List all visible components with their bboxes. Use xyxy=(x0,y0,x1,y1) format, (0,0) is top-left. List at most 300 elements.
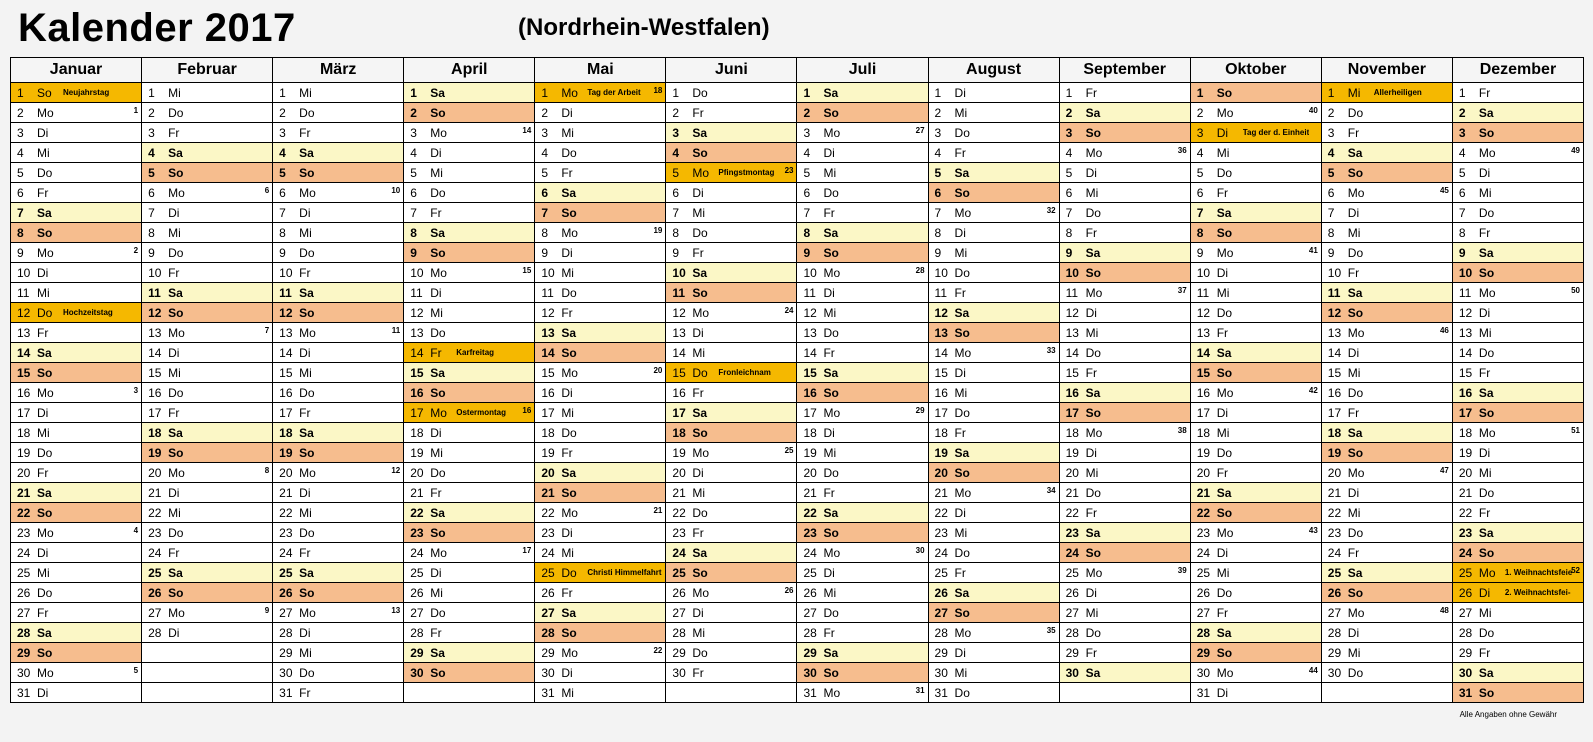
day-number: 15 xyxy=(672,366,686,380)
day-cell xyxy=(1190,283,1321,303)
day-cell xyxy=(1321,603,1452,623)
day-cell xyxy=(11,323,142,343)
day-number: 13 xyxy=(1196,326,1211,340)
weekday: Di xyxy=(168,486,180,500)
weekday: Mi xyxy=(692,346,706,360)
day-number: 27 xyxy=(1065,606,1079,620)
day-number: 27 xyxy=(803,606,817,620)
day-cell xyxy=(11,563,142,583)
day-number: 29 xyxy=(1458,646,1473,660)
day-number: 31 xyxy=(1196,686,1211,700)
day-cell xyxy=(1190,263,1321,283)
weekday: Sa xyxy=(430,226,445,240)
weekday: Fr xyxy=(1216,186,1229,200)
weekday: Fr xyxy=(1216,606,1229,620)
table-row xyxy=(11,423,1584,443)
day-number: 16 xyxy=(1327,386,1342,400)
day-cell xyxy=(535,463,666,483)
day-cell xyxy=(404,403,535,423)
day-number: 4 xyxy=(148,146,155,160)
weekday: Fr xyxy=(561,446,573,460)
day-number: 20 xyxy=(410,466,424,480)
day-number: 28 xyxy=(672,626,686,640)
weekday: Di xyxy=(561,526,573,540)
weekday: Do xyxy=(823,326,839,340)
day-cell xyxy=(1321,263,1452,283)
day-cell xyxy=(1452,183,1583,203)
day-number: 18 xyxy=(17,426,31,440)
day-cell xyxy=(1321,403,1452,423)
day-number: 24 xyxy=(934,546,948,560)
weekday: So xyxy=(1347,586,1364,600)
day-cell xyxy=(11,583,142,603)
page-title: Kalender 2017 xyxy=(18,6,296,50)
weekday: Fr xyxy=(1478,86,1491,100)
weekday: So xyxy=(37,646,53,660)
day-cell xyxy=(1452,543,1583,563)
weekday: Mi xyxy=(1216,566,1230,580)
day-cell xyxy=(142,523,273,543)
day-cell xyxy=(273,263,404,283)
day-number: 25 xyxy=(279,566,293,580)
week-number: 21 xyxy=(653,506,663,515)
weekday: Mo xyxy=(299,466,316,480)
day-cell xyxy=(1452,143,1583,163)
day-number: 21 xyxy=(279,486,293,500)
day-cell xyxy=(535,243,666,263)
day-number: 25 xyxy=(541,566,555,580)
day-cell xyxy=(1321,443,1452,463)
holiday-name: 1. Weihnachtsfeie xyxy=(1504,568,1573,577)
day-number: 21 xyxy=(1327,486,1342,500)
day-number: 21 xyxy=(803,486,817,500)
day-cell xyxy=(404,623,535,643)
day-cell xyxy=(535,163,666,183)
day-number: 15 xyxy=(279,366,293,380)
weekday: Do xyxy=(299,246,315,260)
day-number: 7 xyxy=(541,206,548,220)
weekday: Do xyxy=(430,186,446,200)
day-cell xyxy=(666,543,797,563)
weekday: Fr xyxy=(1478,366,1491,380)
holiday-name: Allerheiligen xyxy=(1373,88,1422,97)
weekday: So xyxy=(823,246,839,260)
weekday: Do xyxy=(430,326,446,340)
day-number: 30 xyxy=(1065,666,1079,680)
day-cell xyxy=(928,543,1059,563)
weekday: So xyxy=(561,206,577,220)
empty-cell xyxy=(666,683,797,703)
day-number: 20 xyxy=(1065,466,1079,480)
day-number: 15 xyxy=(1065,366,1079,380)
day-cell xyxy=(404,583,535,603)
week-number: 52 xyxy=(1571,566,1580,575)
weekday: So xyxy=(299,586,315,600)
day-number: 23 xyxy=(1458,526,1473,540)
week-number: 8 xyxy=(264,466,270,475)
week-number: 25 xyxy=(784,446,794,455)
day-cell xyxy=(666,623,797,643)
weekday: Sa xyxy=(430,86,445,100)
day-number: 26 xyxy=(148,586,162,600)
day-cell xyxy=(1321,563,1452,583)
day-number: 21 xyxy=(541,486,555,500)
day-cell xyxy=(1452,443,1583,463)
weekday: Do xyxy=(692,366,708,380)
day-number: 9 xyxy=(279,246,286,260)
day-cell xyxy=(666,403,797,423)
month-header-10: November xyxy=(1321,58,1452,83)
weekday: Mi xyxy=(1478,326,1492,340)
day-number: 25 xyxy=(1065,566,1079,580)
weekday: Fr xyxy=(692,106,704,120)
day-cell xyxy=(273,343,404,363)
weekday: So xyxy=(954,326,970,340)
day-cell xyxy=(273,623,404,643)
day-cell xyxy=(928,423,1059,443)
weekday: Mo xyxy=(561,226,578,240)
weekday: Sa xyxy=(1478,106,1494,120)
day-number: 16 xyxy=(541,386,555,400)
weekday: Sa xyxy=(430,646,445,660)
weekday: Fr xyxy=(168,546,180,560)
weekday: Mi xyxy=(430,586,443,600)
day-cell xyxy=(404,563,535,583)
weekday: Mo xyxy=(1216,526,1234,540)
table-row xyxy=(11,383,1584,403)
weekday: Mo xyxy=(1085,286,1103,300)
day-cell xyxy=(797,123,928,143)
weekday: Mo xyxy=(561,646,578,660)
weekday: Di xyxy=(692,606,704,620)
weekday: Do xyxy=(954,686,970,700)
day-number: 12 xyxy=(1065,306,1079,320)
day-number: 4 xyxy=(1458,146,1466,160)
day-cell xyxy=(1190,103,1321,123)
day-cell xyxy=(1059,263,1190,283)
weekday: Mi xyxy=(168,366,181,380)
weekday: Do xyxy=(37,586,53,600)
day-cell xyxy=(928,143,1059,163)
weekday: Fr xyxy=(430,346,442,360)
day-number: 23 xyxy=(410,526,424,540)
weekday: Do xyxy=(692,646,708,660)
day-number: 18 xyxy=(410,426,424,440)
week-number: 38 xyxy=(1177,426,1187,435)
day-number: 14 xyxy=(803,346,817,360)
weekday: So xyxy=(299,446,315,460)
day-number: 13 xyxy=(17,326,31,340)
weekday: Mi xyxy=(692,206,706,220)
day-cell xyxy=(1321,583,1452,603)
day-cell xyxy=(666,263,797,283)
table-row xyxy=(11,623,1584,643)
day-number: 11 xyxy=(410,286,423,300)
day-number: 24 xyxy=(1458,546,1473,560)
weekday: Mi xyxy=(561,266,574,280)
day-number: 27 xyxy=(934,606,948,620)
day-number: 4 xyxy=(1327,146,1335,160)
day-number: 1 xyxy=(1196,86,1204,100)
day-number: 6 xyxy=(672,186,680,200)
day-cell xyxy=(928,243,1059,263)
day-number: 29 xyxy=(803,646,817,660)
weekday: Sa xyxy=(37,626,52,640)
day-cell xyxy=(1059,303,1190,323)
day-number: 20 xyxy=(934,466,948,480)
weekday: Do xyxy=(1347,666,1364,680)
day-cell xyxy=(1190,603,1321,623)
week-number: 29 xyxy=(915,406,925,415)
table-row xyxy=(11,503,1584,523)
weekday: Do xyxy=(168,386,184,400)
day-cell xyxy=(666,323,797,343)
day-cell xyxy=(1452,103,1583,123)
weekday: Sa xyxy=(299,566,314,580)
weekday: So xyxy=(692,146,708,160)
day-cell xyxy=(928,103,1059,123)
day-cell xyxy=(535,603,666,623)
weekday: Fr xyxy=(1347,266,1360,280)
day-number: 24 xyxy=(672,546,686,560)
weekday: Do xyxy=(1085,346,1101,360)
day-cell xyxy=(928,463,1059,483)
weekday: Sa xyxy=(1478,666,1494,680)
day-number: 2 xyxy=(410,106,417,120)
day-cell xyxy=(273,123,404,143)
week-number: 51 xyxy=(1571,426,1580,435)
day-cell xyxy=(535,663,666,683)
day-cell xyxy=(1321,343,1452,363)
day-number: 22 xyxy=(934,506,948,520)
weekday: Di xyxy=(1478,306,1491,320)
day-cell xyxy=(1190,203,1321,223)
day-cell xyxy=(928,383,1059,403)
table-row xyxy=(11,223,1584,243)
day-cell xyxy=(142,103,273,123)
day-cell xyxy=(404,383,535,403)
day-cell xyxy=(142,443,273,463)
week-number: 23 xyxy=(784,166,794,175)
day-number: 26 xyxy=(1196,586,1211,600)
day-cell xyxy=(404,523,535,543)
day-number: 12 xyxy=(803,306,817,320)
day-cell xyxy=(928,223,1059,243)
weekday: Mo xyxy=(168,606,185,620)
week-number: 15 xyxy=(522,266,532,275)
weekday: Sa xyxy=(299,426,314,440)
weekday: Mo xyxy=(168,466,185,480)
weekday: Fr xyxy=(1085,646,1097,660)
weekday: Do xyxy=(430,466,446,480)
day-cell xyxy=(1452,483,1583,503)
day-number: 14 xyxy=(1327,346,1342,360)
weekday: Mi xyxy=(561,546,574,560)
day-number: 18 xyxy=(541,426,555,440)
day-number: 1 xyxy=(541,86,548,100)
day-number: 23 xyxy=(672,526,686,540)
day-number: 19 xyxy=(1327,446,1342,460)
day-cell xyxy=(11,643,142,663)
day-number: 11 xyxy=(279,286,292,300)
day-number: 19 xyxy=(410,446,424,460)
day-number: 17 xyxy=(541,406,555,420)
table-row xyxy=(11,283,1584,303)
disclaimer: Alle Angaben ohne Gewähr xyxy=(1459,710,1557,719)
weekday: Do xyxy=(954,126,970,140)
day-cell xyxy=(1059,123,1190,143)
day-number: 15 xyxy=(148,366,162,380)
weekday: Di xyxy=(1347,486,1360,500)
day-number: 8 xyxy=(148,226,155,240)
day-number: 13 xyxy=(410,326,424,340)
day-cell xyxy=(1059,243,1190,263)
day-cell xyxy=(928,183,1059,203)
day-number: 2 xyxy=(1065,106,1073,120)
day-cell xyxy=(1452,283,1583,303)
day-number: 30 xyxy=(1196,666,1211,680)
weekday: Do xyxy=(954,546,970,560)
weekday: Mo xyxy=(954,346,972,360)
day-number: 13 xyxy=(1458,326,1473,340)
week-number: 13 xyxy=(391,606,401,615)
weekday: Di xyxy=(37,266,49,280)
day-cell xyxy=(1452,223,1583,243)
day-cell xyxy=(1452,563,1583,583)
day-number: 14 xyxy=(934,346,948,360)
day-cell xyxy=(797,583,928,603)
day-cell xyxy=(1059,103,1190,123)
day-number: 8 xyxy=(672,226,680,240)
day-cell xyxy=(1059,563,1190,583)
week-number: 22 xyxy=(653,646,663,655)
day-number: 14 xyxy=(17,346,31,360)
weekday: So xyxy=(37,506,53,520)
day-number: 18 xyxy=(672,426,686,440)
weekday: Sa xyxy=(1085,246,1101,260)
day-number: 27 xyxy=(148,606,162,620)
day-number: 6 xyxy=(1458,186,1466,200)
day-number: 4 xyxy=(934,146,942,160)
weekday: Mo xyxy=(1347,606,1365,620)
day-number: 22 xyxy=(17,506,31,520)
day-cell xyxy=(404,243,535,263)
weekday: Di xyxy=(823,286,835,300)
weekday: Mo xyxy=(37,246,54,260)
day-number: 15 xyxy=(934,366,948,380)
weekday: Di xyxy=(561,386,573,400)
weekday: So xyxy=(299,166,315,180)
day-cell xyxy=(1190,383,1321,403)
week-number: 47 xyxy=(1439,466,1449,475)
day-number: 13 xyxy=(279,326,293,340)
day-cell xyxy=(404,483,535,503)
table-row xyxy=(11,123,1584,143)
day-number: 26 xyxy=(17,586,31,600)
day-cell xyxy=(1059,543,1190,563)
month-header-0: Januar xyxy=(11,58,142,83)
day-cell xyxy=(1452,203,1583,223)
day-number: 17 xyxy=(1458,406,1473,420)
day-number: 4 xyxy=(672,146,680,160)
day-cell xyxy=(1452,583,1583,603)
day-number: 15 xyxy=(17,366,31,380)
weekday: Di xyxy=(1085,446,1097,460)
table-row xyxy=(11,683,1584,703)
day-cell xyxy=(928,643,1059,663)
day-cell xyxy=(1190,623,1321,643)
day-number: 6 xyxy=(541,186,548,200)
day-number: 25 xyxy=(410,566,424,580)
weekday: So xyxy=(299,306,315,320)
day-number: 23 xyxy=(1196,526,1211,540)
day-cell xyxy=(1321,543,1452,563)
day-number: 26 xyxy=(672,586,686,600)
day-cell xyxy=(666,643,797,663)
weekday: So xyxy=(1216,226,1233,240)
day-number: 26 xyxy=(1458,586,1473,600)
weekday: Di xyxy=(1216,406,1229,420)
day-cell xyxy=(1059,643,1190,663)
weekday: Mo xyxy=(692,446,710,460)
weekday: Mo xyxy=(430,266,447,280)
week-number: 34 xyxy=(1046,486,1056,495)
day-number: 16 xyxy=(148,386,162,400)
day-cell xyxy=(1321,363,1452,383)
day-number: 9 xyxy=(672,246,680,260)
weekday: Mi xyxy=(299,86,312,100)
weekday: Mo xyxy=(1347,466,1365,480)
weekday: Fr xyxy=(823,626,835,640)
week-number: 31 xyxy=(915,686,925,695)
day-number: 28 xyxy=(1196,626,1211,640)
day-number: 11 xyxy=(17,286,30,300)
day-cell xyxy=(1059,423,1190,443)
day-cell xyxy=(142,323,273,343)
day-cell xyxy=(797,263,928,283)
day-number: 9 xyxy=(1327,246,1335,260)
weekday: Sa xyxy=(823,506,839,520)
day-cell xyxy=(1452,403,1583,423)
day-cell xyxy=(142,423,273,443)
day-cell xyxy=(928,503,1059,523)
day-number: 16 xyxy=(934,386,948,400)
weekday: Sa xyxy=(1347,146,1363,160)
weekday: Mo xyxy=(37,386,54,400)
weekday: So xyxy=(1478,266,1495,280)
weekday: Mo xyxy=(299,186,316,200)
day-cell xyxy=(11,543,142,563)
day-number: 1 xyxy=(672,86,680,100)
weekday: Do xyxy=(692,226,708,240)
day-number: 1 xyxy=(279,86,286,100)
weekday: Sa xyxy=(561,606,576,620)
weekday: Di xyxy=(1216,546,1229,560)
day-cell xyxy=(535,303,666,323)
day-cell xyxy=(1059,203,1190,223)
year-calendar-table xyxy=(10,57,1584,703)
month-header-1: Februar xyxy=(142,58,273,83)
day-cell xyxy=(535,483,666,503)
day-number: 3 xyxy=(17,126,24,140)
day-cell xyxy=(11,343,142,363)
day-cell xyxy=(142,463,273,483)
day-number: 3 xyxy=(934,126,942,140)
day-cell xyxy=(1059,383,1190,403)
weekday: Sa xyxy=(954,446,970,460)
day-cell xyxy=(1059,663,1190,683)
weekday: Sa xyxy=(1216,206,1232,220)
